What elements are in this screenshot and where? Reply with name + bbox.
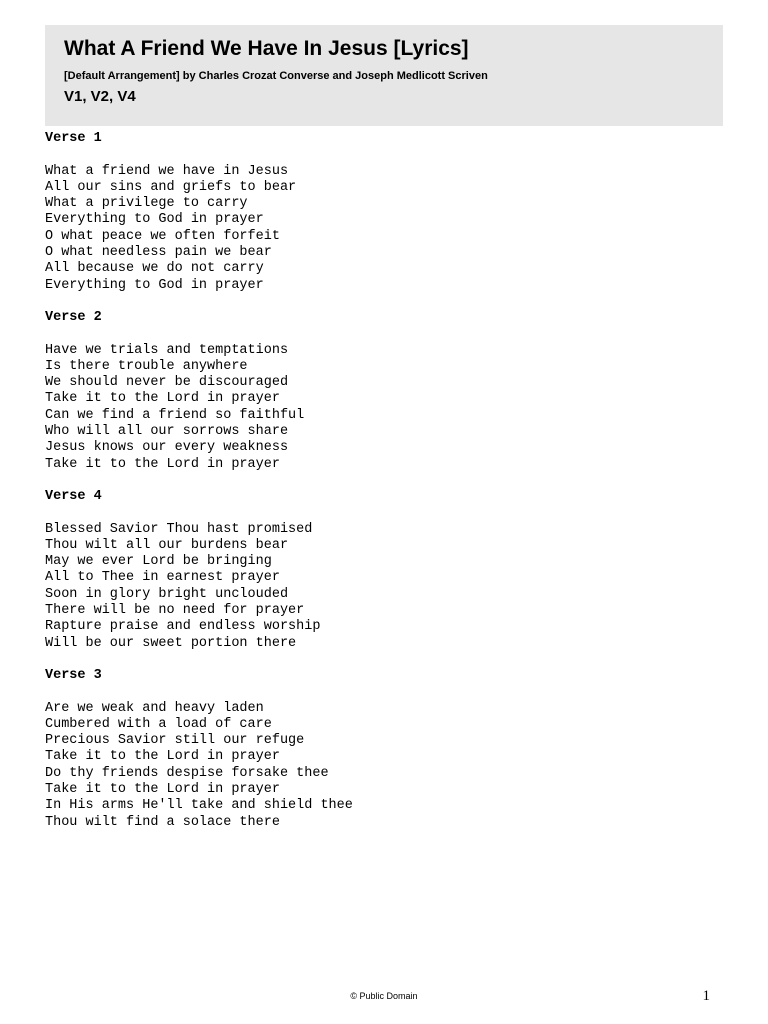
lyric-line: What a friend we have in Jesus [45,163,289,179]
lyric-line: All to Thee in earnest prayer [45,570,280,586]
verse-block [45,131,725,294]
lyric-line: Are we weak and heavy laden [45,700,264,716]
lyric-line: There will be no need for prayer [45,603,305,619]
verse-label: Verse 3 [45,667,102,683]
lyric-line: Will be our sweet portion there [45,635,297,651]
lyric-line: We should never be discouraged [45,375,289,391]
lyric-line: What a privilege to carry [45,196,248,212]
lyric-line: Take it to the Lord in prayer [45,456,280,472]
lyric-line: Take it to the Lord in prayer [45,749,280,765]
lyrics-body [45,131,725,847]
lyric-line: Take it to the Lord in prayer [45,781,280,797]
lyric-line: Precious Savior still our refuge [45,733,305,749]
lyric-line: Who will all our sorrows share [45,424,289,440]
lyric-line: Take it to the Lord in prayer [45,391,280,407]
lyric-line: Have we trials and temptations [45,342,289,358]
lyric-line: Everything to God in prayer [45,277,264,293]
lyric-line: Do thy friends despise forsake thee [45,765,329,781]
lyric-line: Is there trouble anywhere [45,358,248,374]
song-title: What A Friend We Have In Jesus [Lyrics] [64,37,469,60]
verse-block [45,668,725,831]
lyric-line: Can we find a friend so faithful [45,407,305,423]
lyric-line: Everything to God in prayer [45,212,264,228]
sections-code: V1, V2, V4 [64,88,136,105]
lyric-line: All our sins and griefs to bear [45,179,297,195]
song-credits: [Default Arrangement] by Charles Crozat Converse and Joseph Medlicott Scriven [64,70,488,82]
lyric-line: O what peace we often forfeit [45,228,280,244]
lyric-line: O what needless pain we bear [45,245,272,261]
verse-label: Verse 1 [45,131,102,146]
copyright-notice: © Public Domain [350,991,418,1001]
lyric-line: Rapture praise and endless worship [45,619,321,635]
verse-block [45,310,725,473]
lyric-line: Jesus knows our every weakness [45,440,289,456]
song-header [45,25,723,126]
lyric-line: Cumbered with a load of care [45,716,272,732]
lyric-line: All because we do not carry [45,261,264,277]
verse-label: Verse 2 [45,309,102,325]
lyric-line: Blessed Savior Thou hast promised [45,521,313,537]
verse-label: Verse 4 [45,488,102,504]
lyric-line: Soon in glory bright unclouded [45,586,289,602]
verse-block [45,489,725,652]
lyric-line: May we ever Lord be bringing [45,554,272,570]
lyric-line: In His arms He'll take and shield thee [45,798,353,814]
lyric-line: Thou wilt find a solace there [45,814,280,830]
page-number: 1 [702,988,710,1004]
lyric-line: Thou wilt all our burdens bear [45,537,289,553]
